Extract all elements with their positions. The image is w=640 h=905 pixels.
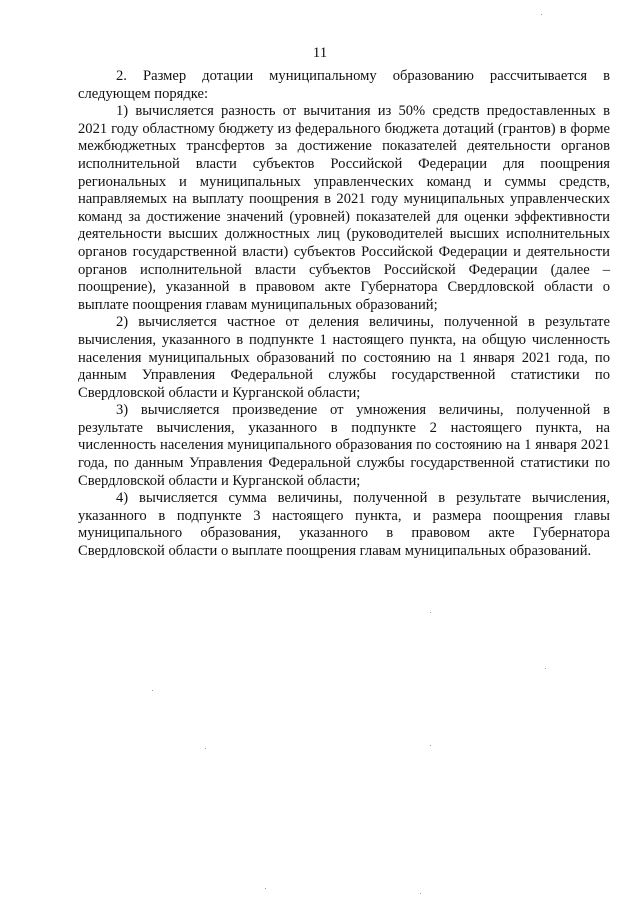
scan-speck (545, 668, 546, 669)
document-body (78, 68, 610, 561)
scan-speck (420, 893, 421, 894)
scan-speck (541, 14, 542, 15)
scan-speck (430, 745, 431, 746)
page-number: 11 (312, 45, 328, 61)
paragraph-item-2: 2. Размер дотации муниципальному образованию рассчитывается в следующем порядке: (78, 68, 610, 102)
paragraph-subitem-1: 1) вычисляется разность от вычитания из 50% средств предоставленных в 2021 году областному бюджету из федерального бюджета дотаций (грантов) в форме межбюджетных трансфертов за достижение показателей деятельности органов исполнительной власти субъектов Российской Федерации для поощрения региональных и муниципальных управленческих команд и суммы средств, направляемых на выплату поощрения в 2021 году муниципальных управленческих команд за достижение значений (уровней) показателей для оценки эффективности деятельности высших должностных лиц (руководителей высших исполнительных органов государственной власти) субъектов Российской Федерации и деятельности органов исполнительной власти субъектов Российской Федерации (далее – поощрение), указанной в правовом акте Губернатора Свердловской области о выплате поощрения главам муниципальных образований; (78, 103, 610, 313)
scan-speck (152, 690, 153, 691)
scan-speck (430, 612, 431, 613)
paragraph-subitem-2: 2) вычисляется частное от деления величины, полученной в результате вычисления, указанного в подпункте 1 настоящего пункта, на общую численность населения муниципальных образований по состоянию на 1 января 2021 года, по данным Управления Федеральной службы государственной статистики по Свердловской области и Курганской области; (78, 314, 610, 401)
scan-speck (265, 888, 266, 889)
scan-speck (205, 748, 206, 749)
paragraph-subitem-3: 3) вычисляется произведение от умножения величины, полученной в результате вычисления, указанного в подпункте 2 настоящего пункта, на численность населения муниципального образования по состоянию на 1 января 2021 года, по данным Управления Федеральной службы государственной статистики по Свердловской области и Курганской области; (78, 402, 610, 489)
paragraph-subitem-4: 4) вычисляется сумма величины, полученной в результате вычисления, указанного в подпункте 3 настоящего пункта, и размера поощрения главы муниципального образования, указанного в правовом акте Губернатора Свердловской области о выплате поощрения главам муниципальных образований. (78, 490, 610, 560)
